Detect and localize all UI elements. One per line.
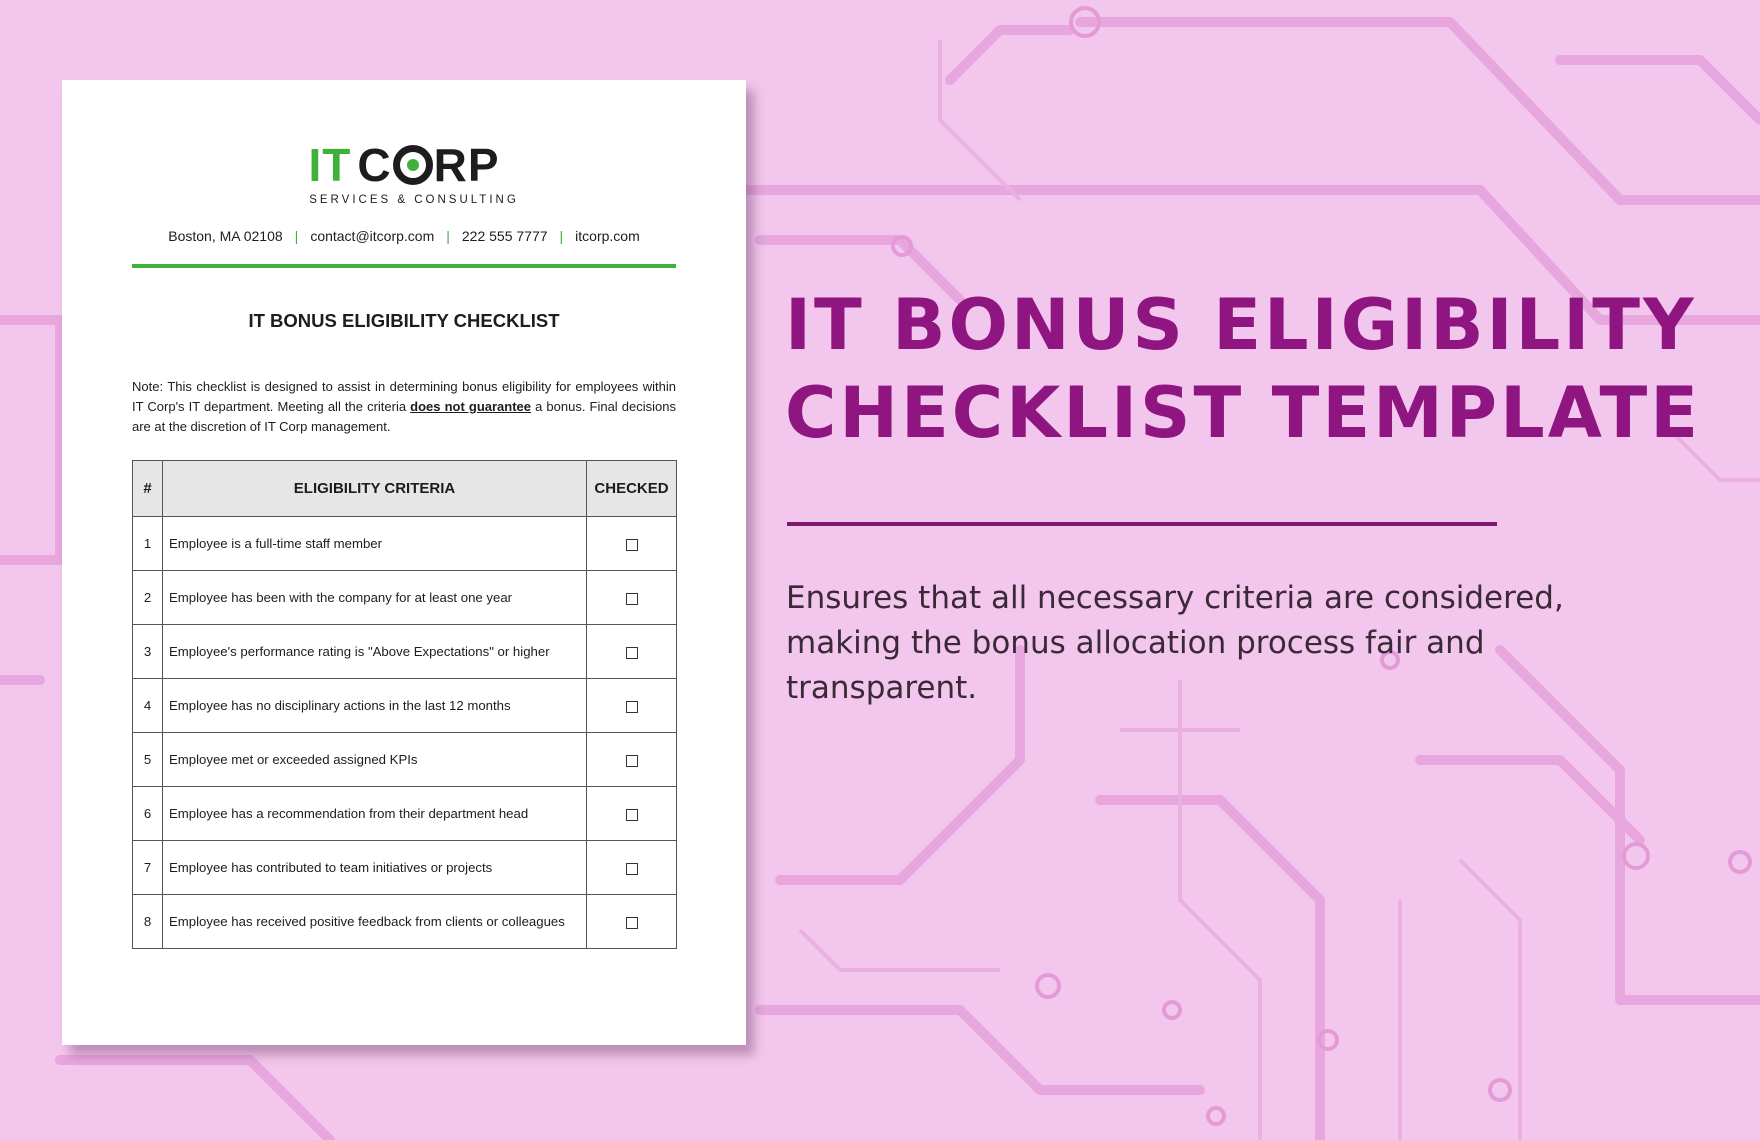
document-title: IT BONUS ELIGIBILITY CHECKLIST [248,310,560,331]
row-criteria: Employee met or exceeded assigned KPIs [163,733,587,787]
checkbox[interactable] [626,539,638,551]
row-criteria: Employee's performance rating is "Above Expectations" or higher [163,625,587,679]
row-criteria: Employee has contributed to team initiatives or projects [163,841,587,895]
description-text: Ensures that all necessary criteria are considered, making the bonus allocation process fair and transparent. [786,580,1564,706]
table-header-row [133,461,677,517]
row-number: 1 [133,517,163,571]
checked-cell [587,787,677,841]
checked-cell [587,517,677,571]
row-number: 8 [133,895,163,949]
header-divider [132,264,676,268]
checklist-document [62,80,746,1045]
contact-line [132,228,676,244]
table-row [133,517,677,571]
table-row [133,895,677,949]
checkbox[interactable] [626,593,638,605]
headline-line-2: CHECKLIST TEMPLATE [785,372,1702,454]
checked-cell [587,733,677,787]
checkbox[interactable] [626,755,638,767]
checked-cell [587,571,677,625]
row-number: 3 [133,625,163,679]
row-criteria: Employee has been with the company for at least one year [163,571,587,625]
row-criteria: Employee has a recommendation from their department head [163,787,587,841]
target-circle-icon [393,145,433,185]
checkbox[interactable] [626,647,638,659]
contact-phone: 222 555 7777 [461,228,548,244]
note-text-end: a bonus. Final decisions are at the discretion of IT Corp management. [132,399,676,434]
eligibility-table [132,460,677,949]
row-criteria: Employee has received positive feedback from clients or colleagues [163,895,587,949]
separator: | [446,228,450,244]
table-row [133,679,677,733]
table-row [133,571,677,625]
checked-cell [587,841,677,895]
contact-website: itcorp.com [575,228,640,244]
logo-letters-rp: RP [433,139,500,191]
headline-divider [787,522,1497,526]
checkbox[interactable] [626,917,638,929]
row-number: 2 [133,571,163,625]
company-logo [62,139,746,206]
row-criteria: Employee is a full-time staff member [163,517,587,571]
contact-email: contact@itcorp.com [310,228,435,244]
separator: | [294,228,299,244]
table-row [133,841,677,895]
checkbox[interactable] [626,701,638,713]
row-number: 4 [133,679,163,733]
logo-prefix: IT [308,139,352,191]
checked-cell [587,895,677,949]
note-emphasis: does not guarantee [410,399,532,414]
header-checked: CHECKED [587,461,677,517]
logo-tagline: SERVICES & CONSULTING [309,194,519,206]
note-text-start: Note: This checklist is designed to assist in determining bonus eligibility for employees within IT Corp's IT department. Meeting all the criteria [132,379,676,414]
table-row [133,733,677,787]
checkbox[interactable] [626,809,638,821]
checked-cell [587,679,677,733]
header-criteria: ELIGIBILITY CRITERIA [163,461,587,517]
row-number: 7 [133,841,163,895]
separator: | [559,228,564,244]
headline-line-1: IT BONUS ELIGIBILITY [785,284,1697,366]
row-criteria: Employee has no disciplinary actions in the last 12 months [163,679,587,733]
logo-wordmark [308,139,500,191]
table-row [133,625,677,679]
header-number: # [133,461,163,517]
page-headline [785,281,1701,457]
table-row [133,787,677,841]
row-number: 6 [133,787,163,841]
contact-address: Boston, MA 02108 [168,228,283,244]
checkbox[interactable] [626,863,638,875]
row-number: 5 [133,733,163,787]
checked-cell [587,625,677,679]
logo-letter-c: C [357,139,392,191]
disclaimer-note [132,377,676,437]
